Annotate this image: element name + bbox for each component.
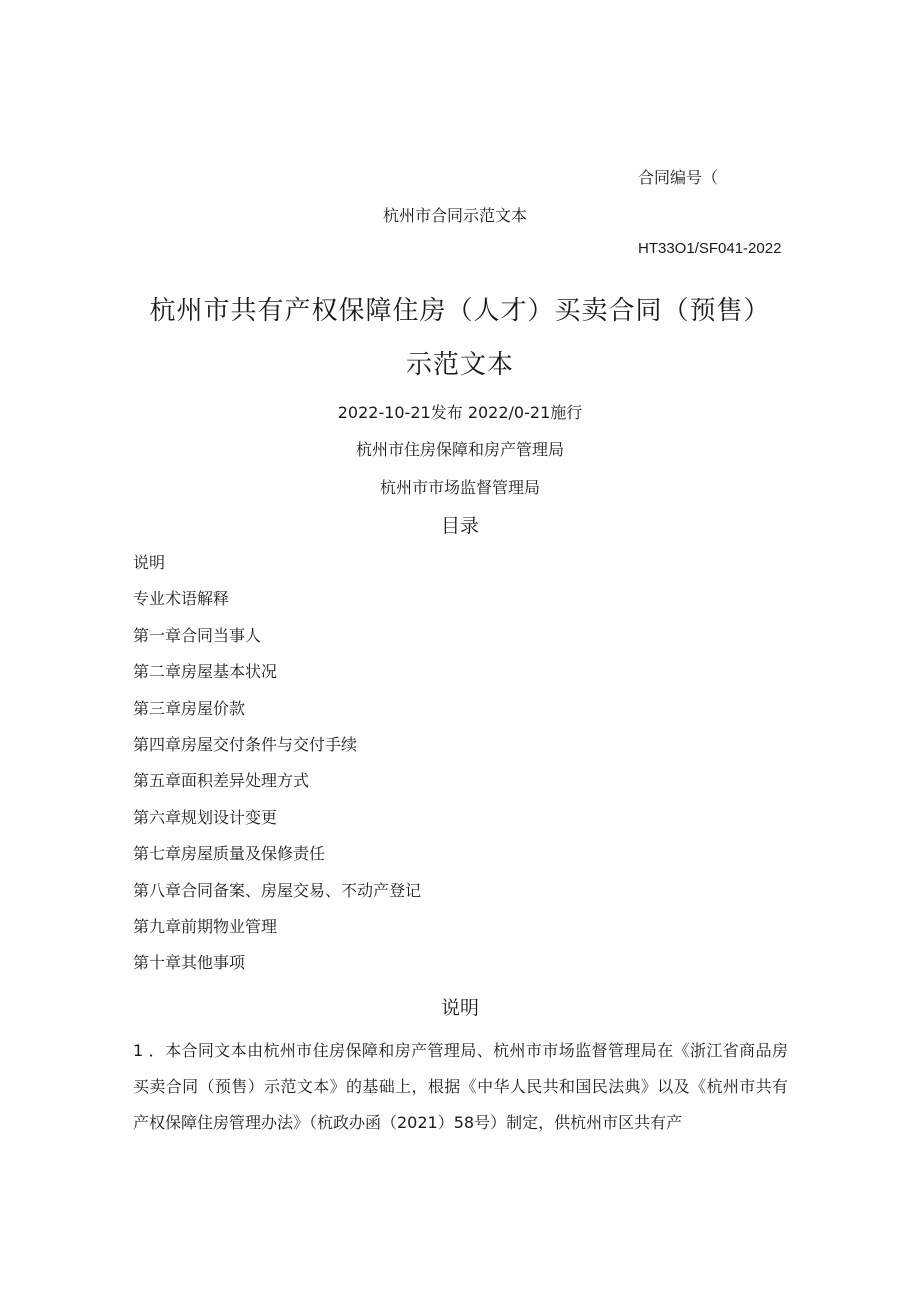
- toc-item-chapter-6: 第六章规划设计变更: [133, 807, 278, 827]
- toc-heading: 目录: [440, 515, 479, 537]
- toc-item-chapter-5: 第五章面积差异处理方式: [133, 771, 310, 791]
- toc-item-chapter-9: 第九章前期物业管理: [133, 916, 278, 936]
- template-label: 杭州市合同示范文本: [383, 206, 528, 225]
- publication-dates: 2022-10-21发布 2022/0-21施行: [337, 403, 583, 422]
- contract-code: HT33O1/SF041-2022: [638, 240, 782, 257]
- toc-item-chapter-7: 第七章房屋质量及保修责任: [133, 844, 326, 864]
- issuer-market-regulation: 杭州市市场监督管理局: [379, 478, 540, 497]
- toc-item-chapter-4: 第四章房屋交付条件与交付手续: [133, 734, 358, 754]
- explanation-heading: 说明: [440, 997, 479, 1019]
- table-of-contents: [133, 553, 421, 990]
- toc-item-chapter-3: 第三章房屋价款: [133, 698, 246, 718]
- toc-item-chapter-2: 第二章房屋基本状况: [133, 662, 278, 682]
- document-title: 杭州市共有产权保障住房（人才）买卖合同（预售）: [149, 296, 771, 326]
- toc-item-chapter-10: 第十章其他事项: [133, 953, 246, 973]
- explanation-paragraph: 1 ．本合同文本由杭州市住房保障和房产管理局、杭州市市场监督管理局在《浙江省商品房买卖合同（预售）示范文本》的基础上，根据《中华人民共和国民法典》以及《杭州市共有产权保障住房管理办法》（杭政办函（2021）58号）制定，供杭州市区共有产: [133, 1041, 788, 1132]
- toc-item-terms: 专业术语解释: [133, 589, 230, 609]
- issuer-housing-bureau: 杭州市住房保障和房产管理局: [355, 440, 564, 459]
- contract-number-label: 合同编号（: [638, 168, 719, 187]
- toc-item-chapter-8: 第八章合同备案、房屋交易、不动产登记: [133, 880, 422, 900]
- document-subtitle: 示范文本: [405, 350, 514, 380]
- toc-item-explanation: 说明: [133, 553, 166, 572]
- toc-item-chapter-1: 第一章合同当事人: [133, 625, 262, 645]
